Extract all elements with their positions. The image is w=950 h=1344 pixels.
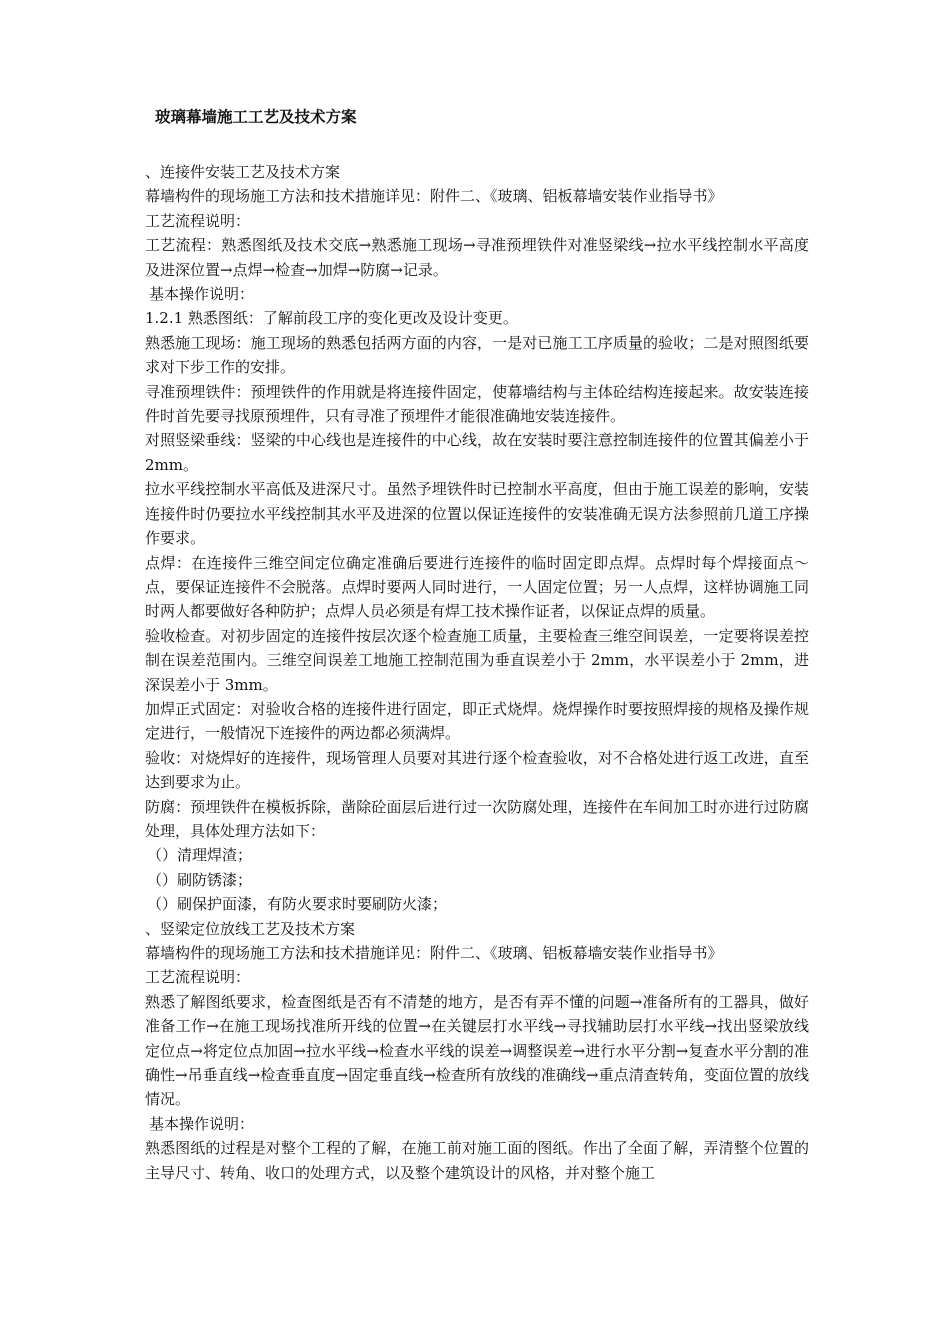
section-heading-mullion: 、竖梁定位放线工艺及技术方案 [145, 919, 356, 938]
paragraph-acceptance: 验收：对烧焊好的连接件，现场管理人员要对其进行逐个检查验收，对不合格处进行返工改进，直至达到要求为止。 [145, 748, 809, 792]
paragraph-horizontal-line: 拉水平线控制水平高低及进深尺寸。虽然予埋铁件时已控制水平高度，但由于施工误差的影响，安装连接件时仍要拉水平线控制其水平及进深的位置以保证连接件的安装准确无误方法参照前几道工序操作要求。 [145, 480, 809, 548]
document-title: 玻璃幕墙施工工艺及技术方案 [155, 108, 357, 126]
paragraph-reference: 幕墙构件的现场施工方法和技术措施详见：附件二、《玻璃、铝板幕墙安装作业指导书》 [145, 944, 723, 962]
paragraph-basic-ops-heading: 基本操作说明： [149, 1114, 255, 1133]
paragraph-vertical-line: 对照竖梁垂线：竖梁的中心线也是连接件的中心线，故在安装时要注意控制连接件的位置其偏差小于 2mm。 [145, 431, 809, 474]
paragraph-reference: 幕墙构件的现场施工方法和技术措施详见：附件二、《玻璃、铝板幕墙安装作业指导书》 [145, 187, 723, 206]
paragraph-drawing-review: 熟悉图纸的过程是对整个工程的了解，在施工前对施工面的图纸。作出了全面了解，弄清整个位置的主导尺寸、转角、收口的处理方式，以及整个建筑设计的风格，并对整个施工 [145, 1139, 809, 1182]
paragraph-drawings: 1.2.1 熟悉图纸：了解前段工序的变化更改及设计变更。 [145, 309, 518, 328]
list-item: （）刷防锈漆； [147, 870, 253, 889]
paragraph-basic-ops-heading: 基本操作说明： [149, 285, 255, 304]
document-page [145, 104, 809, 1185]
paragraph-inspection: 验收检查。对初步固定的连接件按层次逐个检查施工质量，主要检查三维空间误差，一定要将误差控制在误差范围内。三维空间误差工地施工控制范围为垂直误差小于 2mm，水平误差小于 2mm，进深误差小于 3mm。 [145, 626, 809, 694]
paragraph-process-heading: 工艺流程说明： [145, 968, 251, 987]
list-item: （）清理焊渣； [147, 846, 253, 865]
paragraph-layout-flow: 熟悉了解图纸要求，检查图纸是否有不清楚的地方，是否有弄不懂的问题→准备所有的工器具，做好准备工作→在施工现场找准所开线的位置→在关键层打水平线→寻找辅助层打水平线→找出竖梁放线定位点→将定位点加固→拉水平线→检查水平线的误差→调整误差→进行水平分割→复查水平分割的准确性→吊垂直线→检查垂直度→固定垂直线→检查所有放线的准确线→重点清查转角，变面位置的放线情况。 [145, 992, 809, 1109]
paragraph-process-flow: 工艺流程：熟悉图纸及技术交底→熟悉施工现场→寻准预埋铁件对准竖梁线→拉水平线控制水平高度及进深位置→点焊→检查→加焊→防腐→记录。 [145, 236, 809, 279]
paragraph-site: 熟悉施工现场：施工现场的熟悉包括两方面的内容，一是对已施工工序质量的验收；二是对照图纸要求对下步工作的安排。 [145, 333, 809, 377]
list-item: （）刷保护面漆，有防火要求时要刷防火漆； [147, 895, 448, 914]
paragraph-process-heading: 工艺流程说明： [145, 211, 251, 230]
paragraph-welding-fix: 加焊正式固定：对验收合格的连接件进行固定，即正式烧焊。烧焊操作时要按照焊接的规格及操作规定进行，一般情况下连接件的两边都必须满焊。 [145, 699, 809, 743]
section-heading-connector: 、连接件安装工艺及技术方案 [145, 163, 341, 181]
paragraph-spot-welding: 点焊：在连接件三维空间定位确定准确后要进行连接件的临时固定即点焊。点焊时每个焊接面点～点，要保证连接件不会脱落。点焊时要两人同时进行，一人固定位置；另一人点焊，这样协调施工同时两人都要做好各种防护；点焊人员必须是有焊工技术操作证者，以保证点焊的质量。 [145, 553, 809, 621]
paragraph-embedded-parts: 寻准预埋铁件：预埋铁件的作用就是将连接件固定，使幕墙结构与主体砼结构连接起来。故安装连接件时首先要寻找原预埋件，只有寻准了预埋件才能很准确地安装连接件。 [145, 382, 809, 426]
paragraph-anticorrosion: 防腐：预埋铁件在模板拆除，凿除砼面层后进行过一次防腐处理，连接件在车间加工时亦进行过防腐处理，具体处理方法如下： [145, 797, 809, 840]
